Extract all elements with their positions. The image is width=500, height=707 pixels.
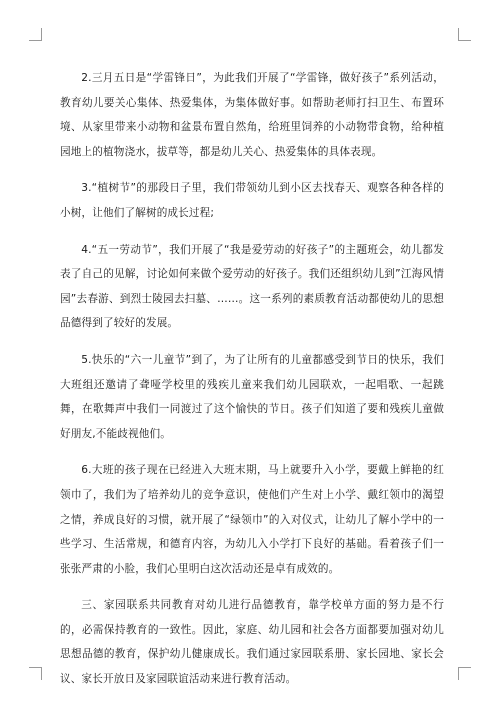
paragraph-childrens-day: 5.快乐的“六一儿童节”到了，为了让所有的儿童都感受到节日的快乐，我们大班组还邀请了聋哑学校里的残疾儿童来我们幼儿园联欢，一起唱歌、一起跳舞，在歌舞声中我们一同渡过了这个愉快的节日。孩子们知道了要和残疾儿童做好朋友,不能歧视他们。 <box>60 353 444 440</box>
document-body <box>60 66 444 704</box>
paragraph-senior-class: 6.大班的孩子现在已经进入大班末期，马上就要升入小学，要戴上鲜艳的红领巾了，我们为了培养幼儿的竞争意识，使他们产生对上小学、戴红领巾的渴望之情，养成良好的习惯，就开展了“绿领巾”的入对仪式，让幼儿了解小学中的一些学习、生活常规，和德育内容，为幼儿入小学打下良好的基础。看着孩子们一张张严肃的小脸，我们心里明白这次活动还是卓有成效的。 <box>60 464 444 575</box>
paragraph-lei-feng-day: 2.三月五日是“学雷锋日”，为此我们开展了“学雷锋，做好孩子”系列活动，教育幼儿要关心集体、热爱集体，为集体做好事。如帮助老师打扫卫生、布置环境、从家里带来小动物和盆景布置自然角，给班里饲养的小动物带食物，给种植园地上的植物浇水，拔草等，都是幼儿关心、热爱集体的具体表现。 <box>60 72 444 158</box>
crop-mark-top-right-v <box>458 28 459 41</box>
crop-mark-top-left-v <box>41 28 42 41</box>
paragraph-labor-day: 4.“五一劳动节”，我们开展了“我是爱劳动的好孩子”的主题班会，幼儿都发表了自己的见解，讨论如何来做个爱劳动的好孩子。我们还组织幼儿到”江海风情园”去春游、到烈士陵园去扫墓、……。这一系列的素质教育活动都使幼儿的思想品德得到了较好的发展。 <box>60 243 444 330</box>
crop-mark-top-right-h <box>458 40 471 41</box>
paragraph-home-school: 三、家园联系共同教育对幼儿进行品德教育，靠学校单方面的努力是不行的，必需保持教育的一致性。因此，家庭、幼儿园和社会各方面都要加强对幼儿思想品德的教育，保护幼儿健康成长。我们通过家园联系册、家长园地、家长会议、家长开放日及家园联谊活动来进行教育活动。 <box>60 599 444 686</box>
crop-mark-bottom-right-v <box>458 667 459 680</box>
crop-mark-bottom-right-h <box>458 667 471 668</box>
crop-mark-bottom-left-v <box>41 667 42 680</box>
paragraph-arbor-day: 3.“植树节”的那段日子里，我们带领幼儿到小区去找春天、观察各种各样的小树，让他们了解树的成长过程; <box>60 182 444 219</box>
